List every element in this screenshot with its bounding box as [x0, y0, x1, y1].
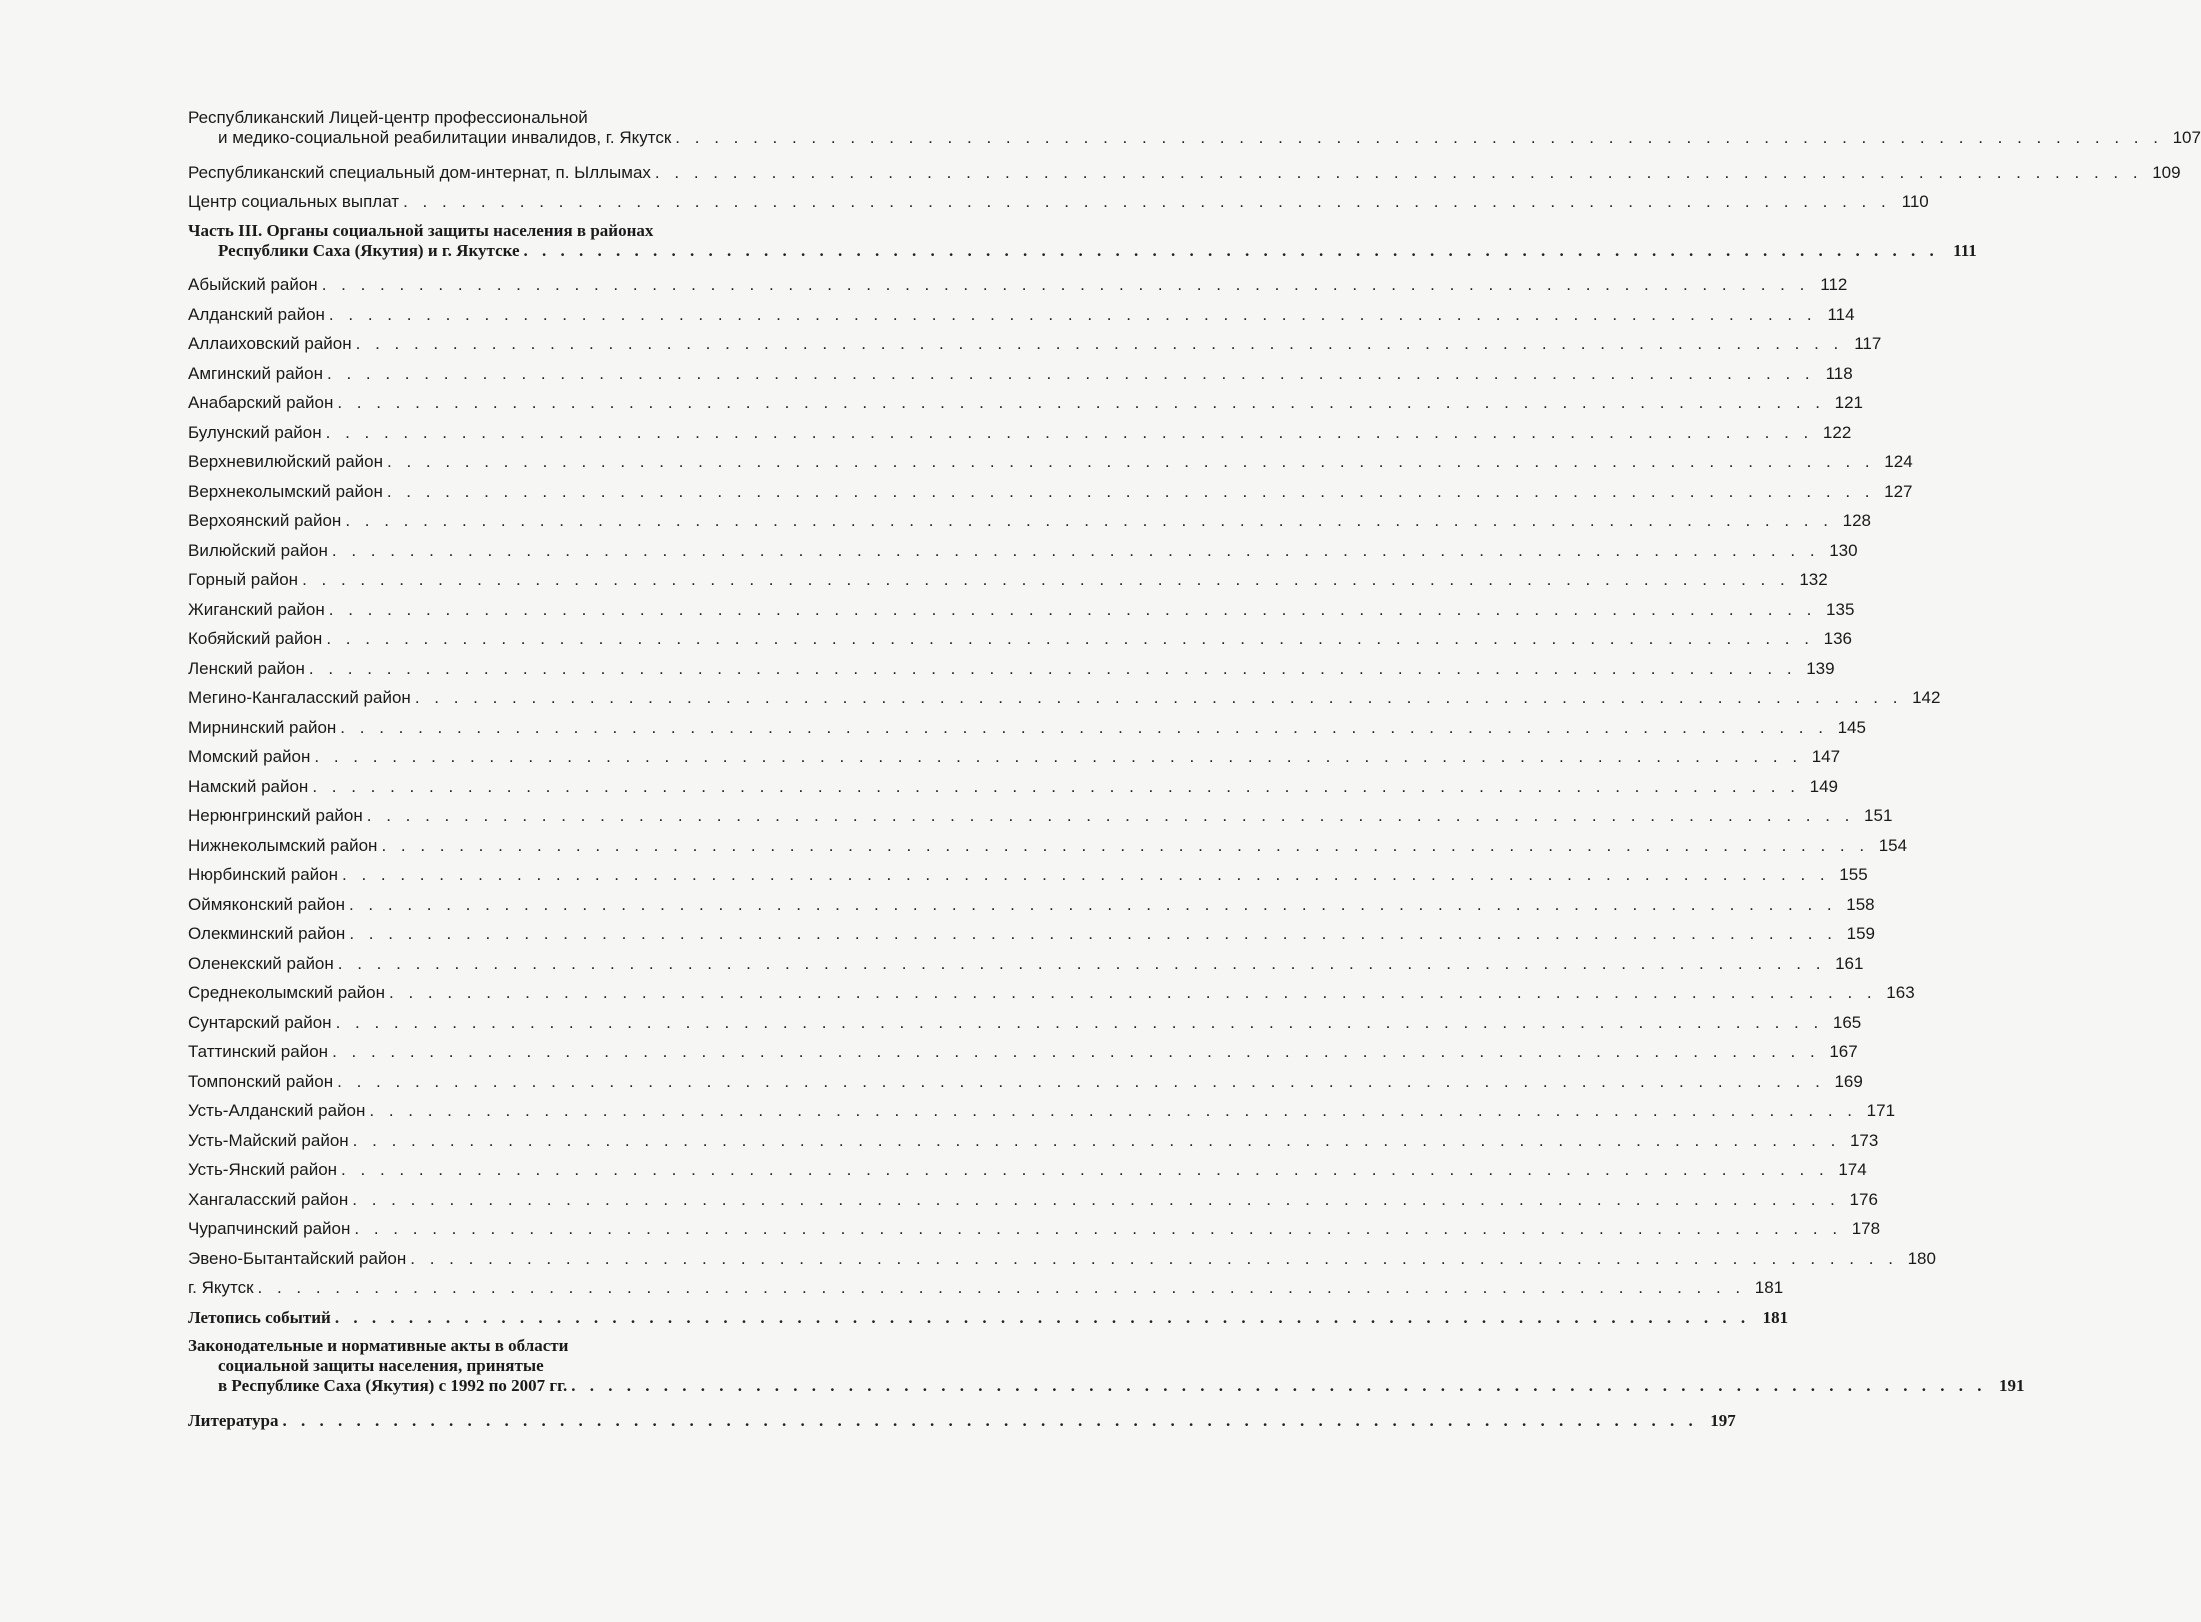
toc-entry	[188, 713, 1866, 743]
dot-leader: . . . . . . . . . . . . . . . . . . . . . . . . . . . . . . . . . . . . . . . . . . . . . . . . . . . . . . . . . . . . . . . . . . . . . . . . . . . . .	[403, 192, 1891, 211]
dot-leader: . . . . . . . . . . . . . . . . . . . . . . . . . . . . . . . . . . . . . . . . . . . . . . . . . . . . . . . . . . . . . . . . . . . . . . . . . . . . .	[257, 1278, 1746, 1297]
toc-entry	[188, 1067, 1863, 1097]
toc-entry	[188, 1244, 1936, 1274]
toc-entry-page-number: 197	[1710, 1410, 1736, 1430]
dot-leader: . . . . . . . . . . . . . . . . . . . . . . . . . . . . . . . . . . . . . . . . . . . . . . . . . . . . . . . . . . . . . . . . . . . . . . . . . . . . .	[352, 1130, 1841, 1150]
toc-entry	[188, 1336, 2025, 1396]
dot-leader: . . . . . . . . . . . . . . . . . . . . . . . . . . . . . . . . . . . . . . . . . . . . . . . . . . . . . . . . . . . . . . . . . . . . . . . . . . . . .	[571, 1376, 1987, 1395]
toc-entry	[188, 595, 1855, 625]
toc-entry-title: Горный район	[188, 570, 299, 589]
dot-leader: . . . . . . . . . . . . . . . . . . . . . . . . . . . . . . . . . . . . . . . . . . . . . . . . . . . . . . . . . . . . . . . . . . . . . . . . . . . . .	[308, 658, 1797, 678]
dot-leader: . . . . . . . . . . . . . . . . . . . . . . . . . . . . . . . . . . . . . . . . . . . . . . . . . . . . . . . . . . . . . . . . . . . . . . . . . . . . .	[326, 629, 1814, 648]
toc-entry	[188, 536, 1858, 566]
toc-entry-page-number: 155	[1839, 865, 1868, 884]
dot-leader: . . . . . . . . . . . . . . . . . . . . . . . . . . . . . . . . . . . . . . . . . . . . . . . . . . . . . . . . . . . . . . . . . . . . . . . . . . . . .	[337, 1071, 1825, 1091]
dot-leader: . . . . . . . . . . . . . . . . . . . . . . . . . . . . . . . . . . . . . . . . . . . . . . . . . . . . . . . . . . . . . . . . . . . . . . . . . . . . .	[366, 806, 1855, 825]
toc-entry-title-line: социальной защиты населения, принятые	[218, 1356, 544, 1375]
toc-entry-page-number: 181	[1762, 1307, 1789, 1327]
dot-leader: . . . . . . . . . . . . . . . . . . . . . . . . . . . . . . . . . . . . . . . . . . . . . . . . . . . . . . . . . . . . . . . . . . . . . . . . . . . . .	[410, 1248, 1898, 1268]
dot-leader: . . . . . . . . . . . . . . . . . . . . . . . . . . . . . . . . . . . . . . . . . . . . . . . . . . . . . . . . . . . . . . . . . . . . . . . . . . . . .	[352, 1189, 1840, 1209]
toc-entry-page-number: 178	[1851, 1219, 1881, 1238]
toc-entry-page-number: 132	[1799, 570, 1828, 589]
toc-entry-page-number: 163	[1886, 983, 1915, 1002]
dot-leader: . . . . . . . . . . . . . . . . . . . . . . . . . . . . . . . . . . . . . . . . . . . . . . . . . . . . . . . . . . . . . . . . . . . . . . . . . . . . .	[386, 481, 1875, 501]
toc-entry	[188, 1303, 1789, 1333]
dot-leader: . . . . . . . . . . . . . . . . . . . . . . . . . . . . . . . . . . . . . . . . . . . . . . . . . . . . . . . . . . . . . . . . . . . . . . . . . . . . .	[349, 924, 1837, 943]
toc-entry	[188, 388, 1863, 418]
dot-leader: . . . . . . . . . . . . . . . . . . . . . . . . . . . . . . . . . . . . . . . . . . . . . . . . . . . . . . . . . . . . . . . . . . . . . . . . . . . . .	[328, 599, 1817, 619]
toc-entry-page-number: 173	[1849, 1130, 1879, 1150]
toc-entry-title: Сунтарский район	[188, 1012, 332, 1032]
toc-entry-row	[188, 1155, 1867, 1185]
dot-leader: . . . . . . . . . . . . . . . . . . . . . . . . . . . . . . . . . . . . . . . . . . . . . . . . . . . . . . . . . . . . . . . . . . . . . . . . . . . . .	[369, 1101, 1858, 1120]
dot-leader: . . . . . . . . . . . . . . . . . . . . . . . . . . . . . . . . . . . . . . . . . . . . . . . . . . . . . . . . . . . . . . . . . . . . . . . . . . . . .	[355, 334, 1844, 353]
toc-entry-title: и медико-социальной реабилитации инвалидов, г. Якутск	[218, 128, 672, 147]
toc-entry-row	[188, 1037, 1858, 1067]
dot-leader: . . . . . . . . . . . . . . . . . . . . . . . . . . . . . . . . . . . . . . . . . . . . . . . . . . . . . . . . . . . . . . . . . . . . . . . . . . . . .	[334, 1307, 1751, 1327]
toc-entry-title: Аллаиховский район	[188, 334, 352, 353]
toc-entry-row	[188, 240, 1977, 261]
toc-entry-page-number: 154	[1878, 835, 1908, 855]
toc-entry-page-number: 114	[1827, 304, 1855, 324]
toc-entry-page-number: 181	[1754, 1278, 1784, 1297]
toc-entry	[188, 1273, 1784, 1303]
toc-entry	[188, 654, 1835, 684]
toc-entry-row	[188, 565, 1828, 595]
toc-entry-page-number: 112	[1820, 275, 1848, 294]
toc-entry-title: Усть-Майский район	[188, 1130, 349, 1150]
toc-entry-row	[188, 506, 1871, 536]
toc-entry	[188, 108, 2201, 148]
toc-entry-page-number: 135	[1826, 599, 1855, 619]
toc-entry	[188, 949, 1864, 979]
toc-entry-page-number: 149	[1809, 776, 1838, 796]
dot-leader: . . . . . . . . . . . . . . . . . . . . . . . . . . . . . . . . . . . . . . . . . . . . . . . . . . . . . . . . . . . . . . . . . . . . . . . . . . . . .	[321, 275, 1810, 294]
dot-leader: . . . . . . . . . . . . . . . . . . . . . . . . . . . . . . . . . . . . . . . . . . . . . . . . . . . . . . . . . . . . . . . . . . . . . . . . . . . . .	[327, 363, 1815, 383]
dot-leader: . . . . . . . . . . . . . . . . . . . . . . . . . . . . . . . . . . . . . . . . . . . . . . . . . . . . . . . . . . . . . . . . . . . . . . . . . . . . .	[337, 393, 1825, 412]
toc-entry-row	[188, 187, 1929, 217]
toc-entry-row	[188, 1303, 1789, 1333]
toc-entry-title-line: Республиканский Лицей-центр профессиональной	[188, 108, 588, 127]
toc-entry	[188, 1126, 1879, 1156]
toc-entry	[188, 477, 1913, 507]
dot-leader: . . . . . . . . . . . . . . . . . . . . . . . . . . . . . . . . . . . . . . . . . . . . . . . . . . . . . . . . . . . . . . . . . . . . . . . . . . . . .	[302, 570, 1790, 589]
toc-entry-row	[188, 713, 1866, 743]
toc-entry-row	[188, 949, 1864, 979]
toc-entry-title: Мегино-Кангаласский район	[188, 688, 411, 707]
dot-leader: . . . . . . . . . . . . . . . . . . . . . . . . . . . . . . . . . . . . . . . . . . . . . . . . . . . . . . . . . . . . . . . . . . . . . . . . . . . . .	[523, 240, 1939, 260]
toc-entry	[188, 1155, 1867, 1185]
toc-entry-title: в Республике Саха (Якутия) с 1992 по 2007 гг.	[218, 1376, 568, 1395]
toc-entry-row	[188, 890, 1875, 920]
toc-entry-row	[188, 1406, 1736, 1436]
toc-entry-page-number: 180	[1907, 1248, 1936, 1268]
toc-entry-page-number: 145	[1837, 717, 1866, 737]
toc-entry-title: Анабарский район	[188, 393, 334, 412]
toc-entry-row	[188, 158, 2181, 188]
toc-entry-page-number: 110	[1901, 192, 1929, 211]
toc-entry	[188, 919, 1875, 949]
toc-entry-row	[188, 300, 1855, 330]
toc-entry-row	[188, 1067, 1863, 1097]
toc-entry-page-number: 128	[1842, 511, 1871, 530]
toc-entry-title: Литература	[188, 1410, 279, 1430]
toc-entry-page-number: 130	[1829, 540, 1858, 560]
toc-entry-title: Момский район	[188, 747, 311, 766]
toc-entry-row	[188, 683, 1941, 713]
toc-entry-row	[188, 1185, 1878, 1215]
toc-entry	[188, 158, 2181, 188]
toc-entry-title: Верхнеколымский район	[188, 481, 383, 501]
dot-leader: . . . . . . . . . . . . . . . . . . . . . . . . . . . . . . . . . . . . . . . . . . . . . . . . . . . . . . . . . . . . . . . . . . . . . . . . . . . . .	[342, 865, 1830, 884]
toc-entry-row	[188, 654, 1835, 684]
toc-entry-page-number: 136	[1823, 629, 1852, 648]
toc-entry-title-line: Часть III. Органы социальной защиты населения в районах	[188, 220, 654, 240]
toc-entry	[188, 418, 1852, 448]
toc-entry-title: Оймяконский район	[188, 894, 345, 914]
toc-entry-page-number: 151	[1864, 806, 1893, 825]
toc-entry	[188, 270, 1848, 300]
dot-leader: . . . . . . . . . . . . . . . . . . . . . . . . . . . . . . . . . . . . . . . . . . . . . . . . . . . . . . . . . . . . . . . . . . . . . . . . . . . . .	[341, 1160, 1829, 1179]
toc-entry-title: Центр социальных выплат	[188, 192, 400, 211]
toc-entry	[188, 506, 1871, 536]
toc-entry	[188, 890, 1875, 920]
toc-entry-title: Олекминский район	[188, 924, 346, 943]
toc-entry-title: г. Якутск	[188, 1278, 254, 1297]
toc-entry-row	[188, 860, 1868, 890]
toc-entry-title: Верхневилюйский район	[188, 452, 383, 471]
toc-entry	[188, 447, 1913, 477]
dot-leader: . . . . . . . . . . . . . . . . . . . . . . . . . . . . . . . . . . . . . . . . . . . . . . . . . . . . . . . . . . . . . . . . . . . . . . . . . . . . .	[387, 452, 1875, 471]
toc-entry-row	[188, 1244, 1936, 1274]
toc-entry	[188, 1096, 1896, 1126]
toc-entry-row	[188, 742, 1841, 772]
toc-entry-page-number: 111	[1953, 240, 1977, 260]
dot-leader: . . . . . . . . . . . . . . . . . . . . . . . . . . . . . . . . . . . . . . . . . . . . . . . . . . . . . . . . . . . . . . . . . . . . . . . . . . . . .	[337, 953, 1826, 973]
toc-entry-row	[188, 1376, 2025, 1396]
dot-leader: . . . . . . . . . . . . . . . . . . . . . . . . . . . . . . . . . . . . . . . . . . . . . . . . . . . . . . . . . . . . . . . . . . . . . . . . . . . . .	[312, 776, 1800, 796]
toc-entry-page-number: 124	[1884, 452, 1913, 471]
toc-entry-row	[188, 388, 1863, 418]
toc-entry-row	[188, 801, 1893, 831]
toc-entry	[188, 1214, 1881, 1244]
toc-entry-row	[188, 1273, 1784, 1303]
toc-entry-title: Нерюнгринский район	[188, 806, 363, 825]
toc-entry	[188, 359, 1853, 389]
toc-entry-page-number: 169	[1834, 1071, 1863, 1091]
toc-entry-title: Амгинский район	[188, 363, 324, 383]
toc-entry-page-number: 121	[1834, 393, 1863, 412]
toc-entry-row	[188, 270, 1848, 300]
table-of-contents	[188, 108, 2201, 1435]
toc-entry	[188, 831, 1908, 861]
toc-entry-page-number: 142	[1912, 688, 1941, 707]
toc-entry-title: Жиганский район	[188, 599, 325, 619]
toc-entry	[188, 300, 1855, 330]
toc-entry-title: Хангаласский район	[188, 1189, 349, 1209]
dot-leader: . . . . . . . . . . . . . . . . . . . . . . . . . . . . . . . . . . . . . . . . . . . . . . . . . . . . . . . . . . . . . . . . . . . . . . . . . . . . .	[381, 835, 1870, 855]
toc-entry	[188, 565, 1828, 595]
dot-leader: . . . . . . . . . . . . . . . . . . . . . . . . . . . . . . . . . . . . . . . . . . . . . . . . . . . . . . . . . . . . . . . . . . . . . . . . . . . . .	[389, 983, 1877, 1002]
dot-leader: . . . . . . . . . . . . . . . . . . . . . . . . . . . . . . . . . . . . . . . . . . . . . . . . . . . . . . . . . . . . . . . . . . . . . . . . . . . . .	[654, 162, 2143, 182]
toc-entry-title: Ленский район	[188, 658, 305, 678]
toc-entry	[188, 1406, 1736, 1436]
dot-leader: . . . . . . . . . . . . . . . . . . . . . . . . . . . . . . . . . . . . . . . . . . . . . . . . . . . . . . . . . . . . . . . . . . . . . . . . . . . . .	[331, 540, 1820, 560]
toc-entry-page-number: 174	[1838, 1160, 1867, 1179]
toc-entry-title: Нюрбинский район	[188, 865, 339, 884]
toc-entry	[188, 329, 1882, 359]
toc-entry-title-line: Законодательные и нормативные акты в области	[188, 1336, 569, 1355]
toc-entry-title: Булунский район	[188, 422, 322, 442]
toc-entry-row	[188, 1126, 1879, 1156]
toc-entry	[188, 801, 1893, 831]
toc-entry-title: Мирнинский район	[188, 717, 337, 737]
toc-entry-row	[188, 329, 1882, 359]
toc-entry	[188, 860, 1868, 890]
dot-leader: . . . . . . . . . . . . . . . . . . . . . . . . . . . . . . . . . . . . . . . . . . . . . . . . . . . . . . . . . . . . . . . . . . . . . . . . . . . . .	[348, 894, 1837, 914]
toc-entry-page-number: 107	[2172, 128, 2201, 147]
toc-entry-page-number: 161	[1835, 953, 1864, 973]
toc-entry-page-number: 176	[1849, 1189, 1878, 1209]
toc-entry-title: Республики Саха (Якутия) и г. Якутске	[218, 240, 520, 260]
dot-leader: . . . . . . . . . . . . . . . . . . . . . . . . . . . . . . . . . . . . . . . . . . . . . . . . . . . . . . . . . . . . . . . . . . . . . . . . . . . . .	[345, 511, 1833, 530]
toc-entry-title: Верхоянский район	[188, 511, 342, 530]
toc-entry-row	[188, 831, 1908, 861]
dot-leader: . . . . . . . . . . . . . . . . . . . . . . . . . . . . . . . . . . . . . . . . . . . . . . . . . . . . . . . . . . . . . . . . . . . . . . . . . . . . .	[325, 422, 1814, 442]
toc-entry-title: Оленекский район	[188, 953, 334, 973]
toc-entry	[188, 1037, 1858, 1067]
toc-entry-row	[188, 359, 1853, 389]
toc-entry-title: Таттинский район	[188, 1042, 329, 1061]
dot-leader: . . . . . . . . . . . . . . . . . . . . . . . . . . . . . . . . . . . . . . . . . . . . . . . . . . . . . . . . . . . . . . . . . . . . . . . . . . . . .	[282, 1410, 1698, 1430]
toc-entry-page-number: 191	[1998, 1376, 2025, 1395]
toc-entry-title: Усть-Янский район	[188, 1160, 338, 1179]
dot-leader: . . . . . . . . . . . . . . . . . . . . . . . . . . . . . . . . . . . . . . . . . . . . . . . . . . . . . . . . . . . . . . . . . . . . . . . . . . . . .	[414, 688, 1903, 707]
toc-entry	[188, 1185, 1878, 1215]
toc-entry-page-number: 147	[1811, 747, 1841, 766]
toc-entry-page-number: 165	[1832, 1012, 1862, 1032]
toc-entry-page-number: 109	[2152, 162, 2181, 182]
toc-entry-title: Летопись событий	[188, 1307, 331, 1327]
toc-entry-row	[188, 1214, 1881, 1244]
toc-entry-title: Нижнеколымский район	[188, 835, 378, 855]
dot-leader: . . . . . . . . . . . . . . . . . . . . . . . . . . . . . . . . . . . . . . . . . . . . . . . . . . . . . . . . . . . . . . . . . . . . . . . . . . . . .	[340, 717, 1828, 737]
toc-entry-row	[188, 477, 1913, 507]
toc-entry-row	[188, 1008, 1862, 1038]
dot-leader: . . . . . . . . . . . . . . . . . . . . . . . . . . . . . . . . . . . . . . . . . . . . . . . . . . . . . . . . . . . . . . . . . . . . . . . . . . . . .	[675, 128, 2163, 147]
toc-entry	[188, 1008, 1862, 1038]
toc-entry-title: Вилюйский район	[188, 540, 328, 560]
toc-entry-page-number: 158	[1846, 894, 1875, 914]
toc-entry-row	[188, 919, 1875, 949]
toc-entry-row	[188, 1096, 1896, 1126]
toc-entry-title: Алданский район	[188, 304, 325, 324]
toc-entry-title: Кобяйский район	[188, 629, 323, 648]
dot-leader: . . . . . . . . . . . . . . . . . . . . . . . . . . . . . . . . . . . . . . . . . . . . . . . . . . . . . . . . . . . . . . . . . . . . . . . . . . . . .	[314, 747, 1803, 766]
dot-leader: . . . . . . . . . . . . . . . . . . . . . . . . . . . . . . . . . . . . . . . . . . . . . . . . . . . . . . . . . . . . . . . . . . . . . . . . . . . . .	[354, 1219, 1843, 1238]
toc-entry-page-number: 139	[1806, 658, 1835, 678]
toc-entry-page-number: 118	[1825, 363, 1853, 383]
toc-entry	[188, 742, 1841, 772]
toc-entry-title: Республиканский специальный дом-интернат, п. Ыллымах	[188, 162, 651, 182]
toc-entry-row	[188, 536, 1858, 566]
toc-entry-page-number: 117	[1854, 334, 1882, 353]
toc-entry-title: Томпонский район	[188, 1071, 334, 1091]
toc-entry-page-number: 122	[1822, 422, 1852, 442]
toc-entry	[188, 978, 1915, 1008]
toc-entry-row	[188, 418, 1852, 448]
toc-entry-page-number: 127	[1884, 481, 1913, 501]
dot-leader: . . . . . . . . . . . . . . . . . . . . . . . . . . . . . . . . . . . . . . . . . . . . . . . . . . . . . . . . . . . . . . . . . . . . . . . . . . . . .	[328, 304, 1817, 324]
toc-entry-title: Абыйский район	[188, 275, 318, 294]
toc-entry-page-number: 171	[1866, 1101, 1896, 1120]
toc-entry	[188, 220, 1977, 261]
toc-entry-title: Чурапчинский район	[188, 1219, 351, 1238]
toc-entry-title: Среднеколымский район	[188, 983, 386, 1002]
dot-leader: . . . . . . . . . . . . . . . . . . . . . . . . . . . . . . . . . . . . . . . . . . . . . . . . . . . . . . . . . . . . . . . . . . . . . . . . . . . . .	[332, 1042, 1820, 1061]
toc-entry-row	[188, 978, 1915, 1008]
toc-entry	[188, 624, 1852, 654]
toc-entry-row	[188, 624, 1852, 654]
toc-entry-title: Эвено-Бытантайский район	[188, 1248, 407, 1268]
toc-entry-page-number: 167	[1829, 1042, 1858, 1061]
toc-entry-row	[188, 447, 1913, 477]
toc-entry	[188, 772, 1838, 802]
toc-entry-row	[188, 595, 1855, 625]
toc-entry-row	[188, 128, 2201, 148]
toc-entry	[188, 683, 1941, 713]
dot-leader: . . . . . . . . . . . . . . . . . . . . . . . . . . . . . . . . . . . . . . . . . . . . . . . . . . . . . . . . . . . . . . . . . . . . . . . . . . . . .	[335, 1012, 1824, 1032]
toc-entry-page-number: 159	[1846, 924, 1875, 943]
toc-entry	[188, 187, 1929, 217]
toc-entry-title: Намский район	[188, 776, 309, 796]
toc-entry-title: Усть-Алданский район	[188, 1101, 366, 1120]
toc-entry-row	[188, 772, 1838, 802]
